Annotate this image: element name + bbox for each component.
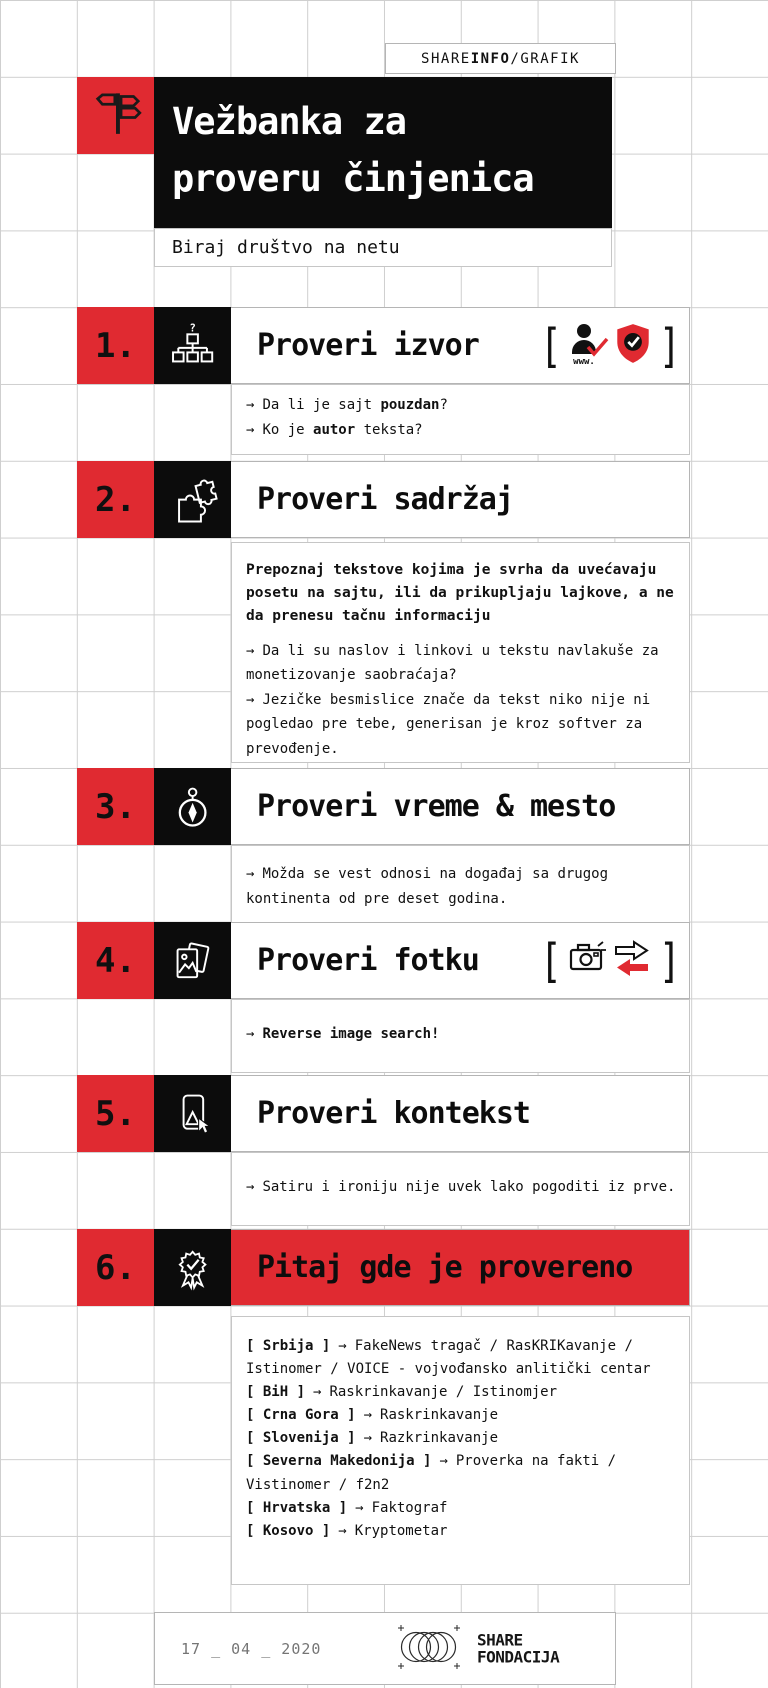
svg-text:?: ? (188, 321, 196, 334)
org-chart-question-icon (154, 307, 231, 384)
orgs-text: Faktograf (371, 1499, 448, 1516)
arrow-icon: → (246, 422, 255, 439)
note-item (246, 688, 675, 762)
note-text: Ko je (262, 422, 314, 439)
section2-title: Proveri sadržaj (257, 482, 513, 517)
note-item (246, 1022, 675, 1047)
reverse-search-arrows-icon (612, 939, 652, 983)
badge-text-bold: INFO (470, 50, 511, 67)
arrow-icon: → (338, 1338, 347, 1354)
note-text: ? (439, 397, 448, 413)
section2-lead: Prepoznaj tekstove kojima je svrha da uvećavaju posetu na sajtu, ili da prikupljaju lajkove, a ne da prenesu tačnu informaciju (246, 562, 674, 625)
section1-number: 1. (77, 307, 154, 384)
arrow-icon: → (338, 1522, 347, 1539)
section3-title: Proveri vreme & mesto (257, 789, 616, 824)
title-line-1: Vežbanka za (172, 100, 407, 143)
factchecker-entry (246, 1381, 675, 1404)
note-item (246, 862, 675, 912)
share-foundation-wordmark (477, 1631, 559, 1666)
note-text: Satiru i ironiju nije uvek lako pogoditi iz prve. (262, 1179, 676, 1195)
arrow-icon: → (246, 866, 255, 882)
svg-text:www.: www. (573, 356, 596, 367)
section2-band (154, 461, 690, 538)
note-item (246, 639, 675, 688)
section6-band (154, 1229, 690, 1306)
wordmark-line-1: SHARE (477, 1629, 523, 1649)
section4-band (154, 922, 690, 999)
section6-title: Pitaj gde je provereno (257, 1250, 633, 1285)
arrow-icon: → (246, 642, 255, 659)
section5-title: Proveri kontekst (257, 1096, 530, 1131)
note-text: teksta? (355, 422, 423, 439)
note-text-bold: Reverse image search! (262, 1026, 440, 1042)
note-text: Jezičke besmislice znače da tekst niko nije ni pogledao pre tebe, generisan je kroz softver za prevođenje. (246, 691, 651, 757)
publish-date: 17 _ 04 _ 2020 (181, 1639, 322, 1658)
country-label: [ Hrvatska ] (246, 1499, 348, 1516)
arrow-icon: → (363, 1430, 373, 1447)
factchecker-entry (246, 1497, 675, 1520)
orgs-text: Raskrinkavanje / Istinomjer (329, 1384, 558, 1401)
orgs-text: Kryptometar (354, 1522, 448, 1539)
note-item (246, 1175, 675, 1200)
badge-text-post: /GRAFIK (510, 50, 580, 67)
arrow-icon: → (363, 1407, 373, 1424)
section2-notes (231, 542, 690, 763)
section5-band (154, 1075, 690, 1152)
photos-icon (154, 922, 231, 999)
wordmark-line-2: FONDACIJA (477, 1647, 560, 1667)
factchecker-entry (246, 1427, 675, 1450)
page-title (154, 77, 612, 228)
section1-title: Proveri izvor (257, 328, 479, 363)
factchecker-entry (246, 1404, 675, 1427)
shield-check-icon (614, 322, 652, 370)
arrow-icon: → (246, 397, 255, 413)
arrow-icon: → (246, 1026, 255, 1042)
factchecker-entry (246, 1450, 675, 1496)
note-text: Možda se vest odnosi na događaj sa drugog kontinenta od pre deset godina. (246, 866, 609, 908)
arrow-icon: → (313, 1384, 322, 1401)
orgs-text: Proverka na fakti / Vistinomer / f2n2 (246, 1453, 617, 1493)
section4-icon-group: [ ] (539, 933, 682, 988)
note-item (246, 418, 675, 443)
section6-number: 6. (77, 1229, 154, 1306)
orgs-text: Raskrinkavanje (380, 1407, 499, 1424)
section1-icon-group: [ www. ] (539, 318, 682, 373)
section5-notes (231, 1152, 690, 1226)
arrow-icon: → (246, 1179, 255, 1195)
phone-cursor-icon (154, 1075, 231, 1152)
country-label: [ Kosovo ] (246, 1522, 331, 1539)
country-label: [ Crna Gora ] (246, 1407, 356, 1424)
footer (154, 1612, 616, 1685)
section4-title: Proveri fotku (257, 943, 479, 978)
note-text-bold: pouzdan (380, 397, 440, 413)
puzzle-icon (154, 461, 231, 538)
share-foundation-logo-icon (393, 1618, 465, 1680)
note-item (246, 393, 675, 418)
award-badge-icon (154, 1229, 231, 1306)
section2-number: 2. (77, 461, 154, 538)
signpost-icon (86, 84, 146, 148)
arrow-icon: → (439, 1453, 448, 1470)
section5-number: 5. (77, 1075, 154, 1152)
section3-number: 3. (77, 768, 154, 845)
badge-text-pre: SHARE (421, 50, 471, 67)
section3-band (154, 768, 690, 845)
orgs-text: Razkrinkavanje (380, 1430, 499, 1447)
section4-number: 4. (77, 922, 154, 999)
country-label: [ Slovenija ] (246, 1430, 356, 1447)
page-subtitle: Biraj društvo na netu (154, 228, 612, 267)
factcheckers-list (231, 1316, 690, 1585)
factchecker-entry (246, 1520, 675, 1543)
arrow-icon: → (246, 691, 255, 708)
orgs-text: FakeNews tragač / RasKRIKavanje / Istinomer / VOICE - vojvođansko anlitički centar (246, 1338, 651, 1378)
section1-band (154, 307, 690, 384)
country-label: [ Severna Makedonija ] (246, 1453, 432, 1470)
brand-cell (77, 77, 154, 154)
section4-notes (231, 999, 690, 1073)
section1-notes (231, 384, 690, 455)
note-text: Da li je sajt (262, 397, 381, 413)
camera-icon (568, 940, 608, 982)
verified-author-www-icon (568, 321, 610, 371)
arrow-icon: → (355, 1499, 364, 1516)
factchecker-entry (246, 1335, 675, 1381)
note-text-bold: autor (313, 422, 356, 439)
title-line-2: proveru činjenica (172, 157, 534, 201)
compass-icon (154, 768, 231, 845)
share-infografik-badge (385, 43, 616, 74)
country-label: [ BiH ] (246, 1384, 306, 1401)
country-label: [ Srbija ] (246, 1338, 331, 1354)
note-text: Da li su naslov i linkovi u tekstu navlakuše za monetizovanje saobraćaja? (246, 642, 659, 684)
